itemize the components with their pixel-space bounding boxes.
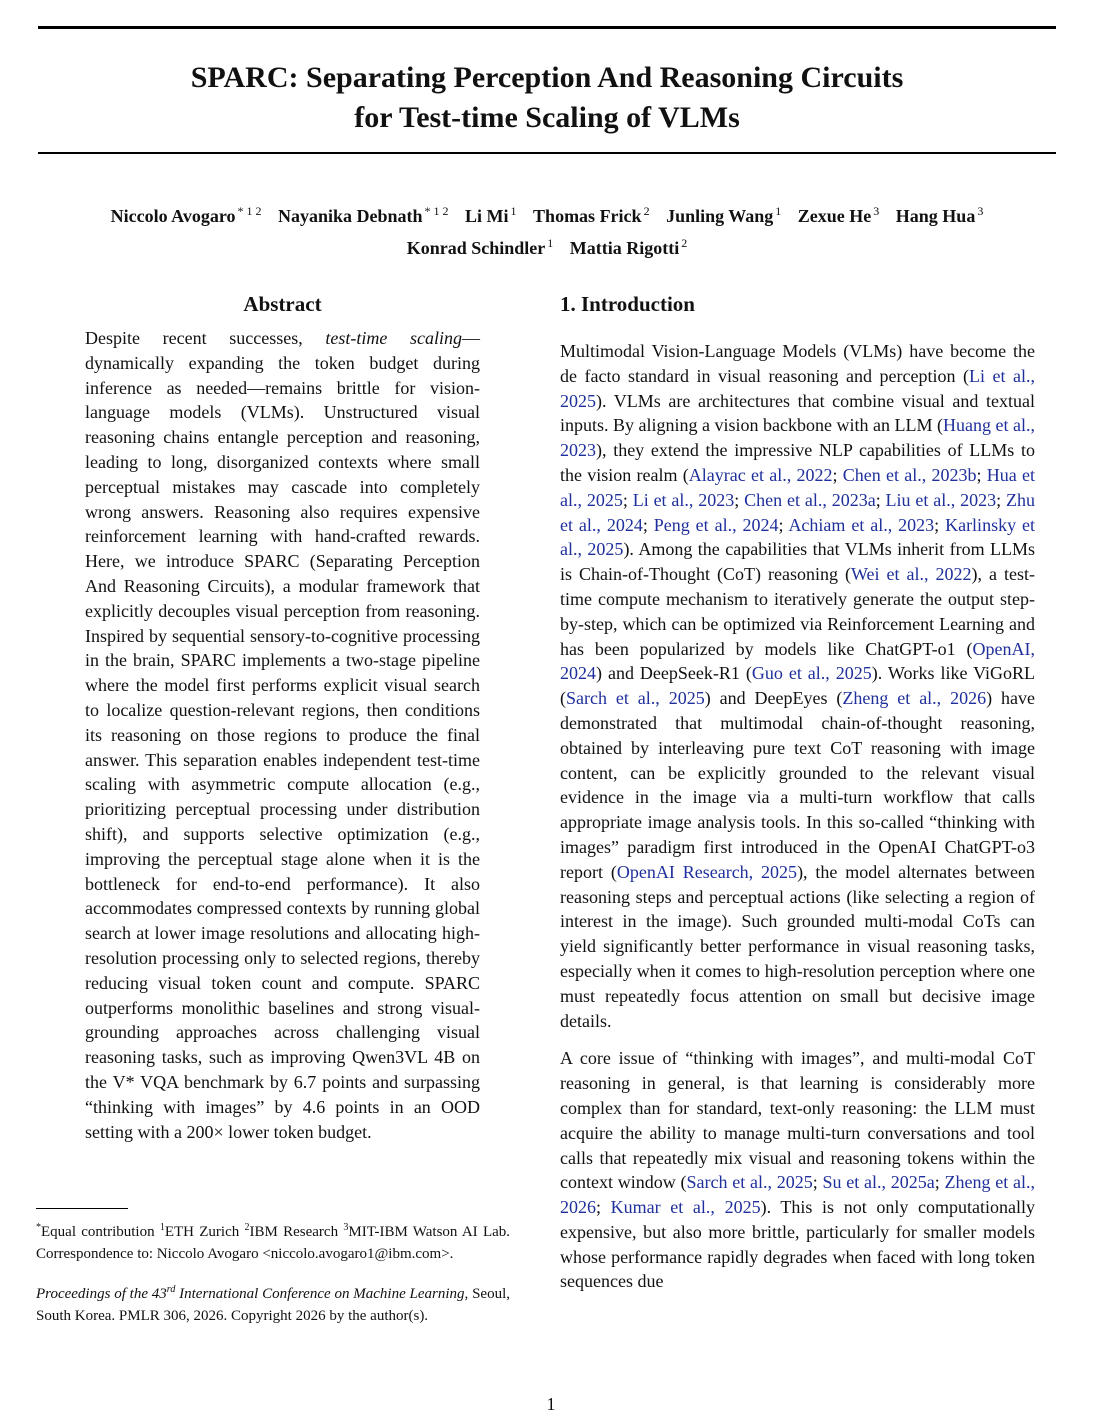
body-text: ; bbox=[934, 1172, 945, 1193]
body-text: ), a test-time compute mechanism to iteratively generate the output step-by-step, which can be optimized via Reinforcement Learning and has been popularized by models like ChatGPT-o1 ( bbox=[560, 564, 1035, 659]
body-text: ; bbox=[642, 514, 654, 535]
citation-link[interactable]: Chen et al., 2023b bbox=[842, 464, 977, 485]
author bbox=[111, 206, 262, 226]
body-text: ) and DeepSeek-R1 ( bbox=[596, 663, 752, 684]
citation-link[interactable]: Zhu et al., 2024 bbox=[560, 489, 1035, 535]
author-name: Mattia Rigotti bbox=[569, 238, 680, 258]
abstract-heading: Abstract bbox=[243, 292, 322, 316]
author bbox=[798, 206, 880, 226]
author-affiliation: 2 bbox=[643, 204, 650, 218]
citation-link[interactable]: Karlinsky et al., 2025 bbox=[560, 514, 1035, 560]
body-text: ; bbox=[812, 1172, 823, 1193]
author-affiliation: 2 bbox=[681, 236, 688, 250]
author-name: Thomas Frick bbox=[533, 206, 642, 226]
author bbox=[533, 206, 650, 226]
title-line-1: SPARC: Separating Perception And Reasoning Circuits bbox=[190, 61, 904, 94]
body-text: ; bbox=[976, 464, 987, 485]
body-text: ), they extend the impressive NLP capabilities of LLMs to the vision realm ( bbox=[560, 440, 1035, 485]
abstract-section bbox=[85, 290, 480, 1144]
citation-link[interactable]: Zheng et al., 2026 bbox=[842, 688, 987, 709]
body-text: ; bbox=[596, 1197, 611, 1218]
author-name: Konrad Schindler bbox=[406, 238, 546, 258]
author bbox=[896, 206, 984, 226]
citation-link[interactable]: Huang et al., 2023 bbox=[560, 415, 1035, 461]
author-affiliation: 1 bbox=[510, 204, 517, 218]
body-text: ; bbox=[832, 464, 843, 485]
abstract-text: Despite recent successes, test-time scaling—dynamically expanding the token budget during inference as needed—remains brittle for vision-language models (VLMs). Unstructured visual reasoning chains entangle perception and reasoning, leading to long, disorganized contexts where small perceptual mistakes may cascade into completely wrong answers. Reasoning also requires expensive reinforcement learning with hand-crafted rewards. Here, we introduce SPARC (Separating Perception And Reasoning Circuits), a modular framework that explicitly decouples visual perception from reasoning. Inspired by sequential sensory-to-cognitive processing in the brain, SPARC implements a two-stage pipeline where the model first performs explicit visual search to localize question-relevant regions, then conditions its reasoning on those regions to produce the final answer. This separation enables independent test-time scaling with asymmetric compute allocation (e.g., prioritizing perceptual processing under distribution shift), and supports selective optimization (e.g., improving the perceptual stage alone when it is the bottleneck for end-to-end performance). It also accommodates compressed contexts by running global search at lower image resolutions and allocating high-resolution processing only to selected regions, thereby reducing visual token count and compute. SPARC outperforms monolithic baselines and strong visual-grounding approaches across challenging visual reasoning tasks, such as improving Qwen3VL 4B on the V* VQA benchmark by 6.7 points and surpassing “thinking with images” by 4.6 points in an OOD setting with a 200× lower token budget. bbox=[85, 328, 480, 1142]
author-affiliation: * 1 2 bbox=[237, 204, 262, 218]
citation-link[interactable]: Li et al., 2023 bbox=[632, 489, 735, 510]
body-text: ; bbox=[622, 489, 633, 510]
intro-paragraph-2 bbox=[560, 1046, 1035, 1294]
author bbox=[666, 206, 781, 226]
intro-paragraph-1 bbox=[560, 339, 1035, 1033]
citation-link[interactable]: OpenAI Research, 2025 bbox=[616, 861, 798, 882]
body-text: ). VLMs are architectures that combine visual and textual inputs. By aligning a vision backbone with an LLM ( bbox=[560, 390, 1035, 436]
author-affiliation: 1 bbox=[547, 236, 554, 250]
citation-link[interactable]: Hua et al., 2025 bbox=[560, 464, 1035, 510]
author-affiliation: 3 bbox=[977, 204, 984, 218]
author-list bbox=[38, 198, 1056, 262]
body-text: ; bbox=[734, 489, 745, 510]
author-name: Li Mi bbox=[465, 206, 509, 226]
bottom-rule bbox=[38, 152, 1056, 154]
body-text: Multimodal Vision-Language Models (VLMs) have become the de facto standard in visual reasoning and perception ( bbox=[560, 341, 1035, 386]
citation-link[interactable]: Achiam et al., 2023 bbox=[788, 514, 935, 535]
body-text: ), the model alternates between reasoning steps and perceptual actions (like selecting a region of interest in the image). Such grounded multi-modal CoTs can yield significantly better performance in visual reasoning tasks, especially when it comes to high-resolution perception where one must repeatedly focus attention on small but decisive image details. bbox=[560, 861, 1035, 1031]
footnotes bbox=[36, 1208, 510, 1327]
proceedings-footnote: Proceedings of the 43rd International Conference on Machine Learning, Seoul, South Korea. PMLR 306, 2026. Copyright 2026 by the author(s). bbox=[36, 1284, 510, 1324]
citation-link[interactable]: Liu et al., 2023 bbox=[885, 489, 997, 510]
author bbox=[570, 238, 687, 258]
body-text: ). This is not only computationally expensive, but also more brittle, particularly for smaller models whose performance rapidly degrades when faced with long token sequences due bbox=[560, 1197, 1035, 1292]
citation-link[interactable]: Sarch et al., 2025 bbox=[686, 1172, 813, 1193]
citation-link[interactable]: Sarch et al., 2025 bbox=[566, 688, 705, 709]
top-rule bbox=[38, 26, 1056, 29]
author bbox=[278, 206, 449, 226]
citation-link[interactable]: Wei et al., 2022 bbox=[850, 564, 972, 585]
title-line-2: for Test-time Scaling of VLMs bbox=[354, 101, 740, 134]
author-affiliation: 1 bbox=[775, 204, 782, 218]
body-text: ) and DeepEyes ( bbox=[704, 688, 843, 709]
citation-link[interactable]: Su et al., 2025a bbox=[822, 1172, 935, 1193]
body-text: ; bbox=[996, 489, 1006, 510]
author-name: Hang Hua bbox=[895, 206, 976, 226]
author bbox=[407, 238, 554, 258]
body-text: ; bbox=[934, 514, 946, 535]
author bbox=[465, 206, 517, 226]
citation-link[interactable]: Peng et al., 2024 bbox=[653, 514, 779, 535]
footnote-rule bbox=[36, 1208, 128, 1209]
citation-link[interactable]: Li et al., 2025 bbox=[560, 365, 1035, 411]
body-text: ; bbox=[778, 514, 789, 535]
abstract-emphasis: test-time scaling bbox=[325, 328, 462, 348]
introduction-section bbox=[560, 290, 1035, 1294]
citation-link[interactable]: Alayrac et al., 2022 bbox=[688, 464, 833, 485]
citation-link[interactable]: Kumar et al., 2025 bbox=[610, 1197, 761, 1218]
author-name: Nayanika Debnath bbox=[278, 206, 423, 226]
author-affiliation: * 1 2 bbox=[424, 204, 449, 218]
citation-link[interactable]: Guo et al., 2025 bbox=[751, 663, 872, 684]
body-text: ). Among the capabilities that VLMs inherit from LLMs is Chain-of-Thought (CoT) reasoning ( bbox=[560, 539, 1035, 585]
citation-link[interactable]: Zheng et al., 2026 bbox=[560, 1172, 1035, 1218]
body-text: A core issue of “thinking with images”, and multi-modal CoT reasoning in general, is that learning is considerably more complex than for standard, text-only reasoning: the LLM must acquire the ability to manage multi-turn conversations and tool calls that repeatedly mix visual and reasoning tokens within the context window ( bbox=[560, 1048, 1035, 1193]
page-number: 1 bbox=[546, 1394, 556, 1414]
citation-link[interactable]: OpenAI, 2024 bbox=[560, 638, 1035, 684]
author-name: Zexue He bbox=[797, 206, 872, 226]
author-name: Junling Wang bbox=[666, 206, 774, 226]
paper-title bbox=[38, 58, 1056, 138]
citation-link[interactable]: Chen et al., 2023a bbox=[744, 489, 876, 510]
introduction-heading: 1. Introduction bbox=[560, 292, 695, 316]
author-name: Niccolo Avogaro bbox=[110, 206, 236, 226]
affiliation-footnote: *Equal contribution $^1$ETH Zurich $^2$IBM Research $^3$MIT-IBM Watson AI Lab. Correspondence to: Niccolo Avogaro <niccolo.avogaro1@ibm.com>. bbox=[36, 1222, 511, 1262]
body-text: ) have demonstrated that multimodal chain-of-thought reasoning, obtained by interleaving pure text CoT reasoning with image content, can be explicitly grounded to the relevant visual evidence in the image via a multi-turn workflow that calls appropriate image analysis tools. In this so-called “thinking with images” paradigm first introduced in the OpenAI ChatGPT-o3 report ( bbox=[560, 688, 1035, 882]
body-text: ). Works like ViGoRL ( bbox=[560, 663, 1035, 709]
author-affiliation: 3 bbox=[873, 204, 880, 218]
body-text: ; bbox=[875, 489, 886, 510]
